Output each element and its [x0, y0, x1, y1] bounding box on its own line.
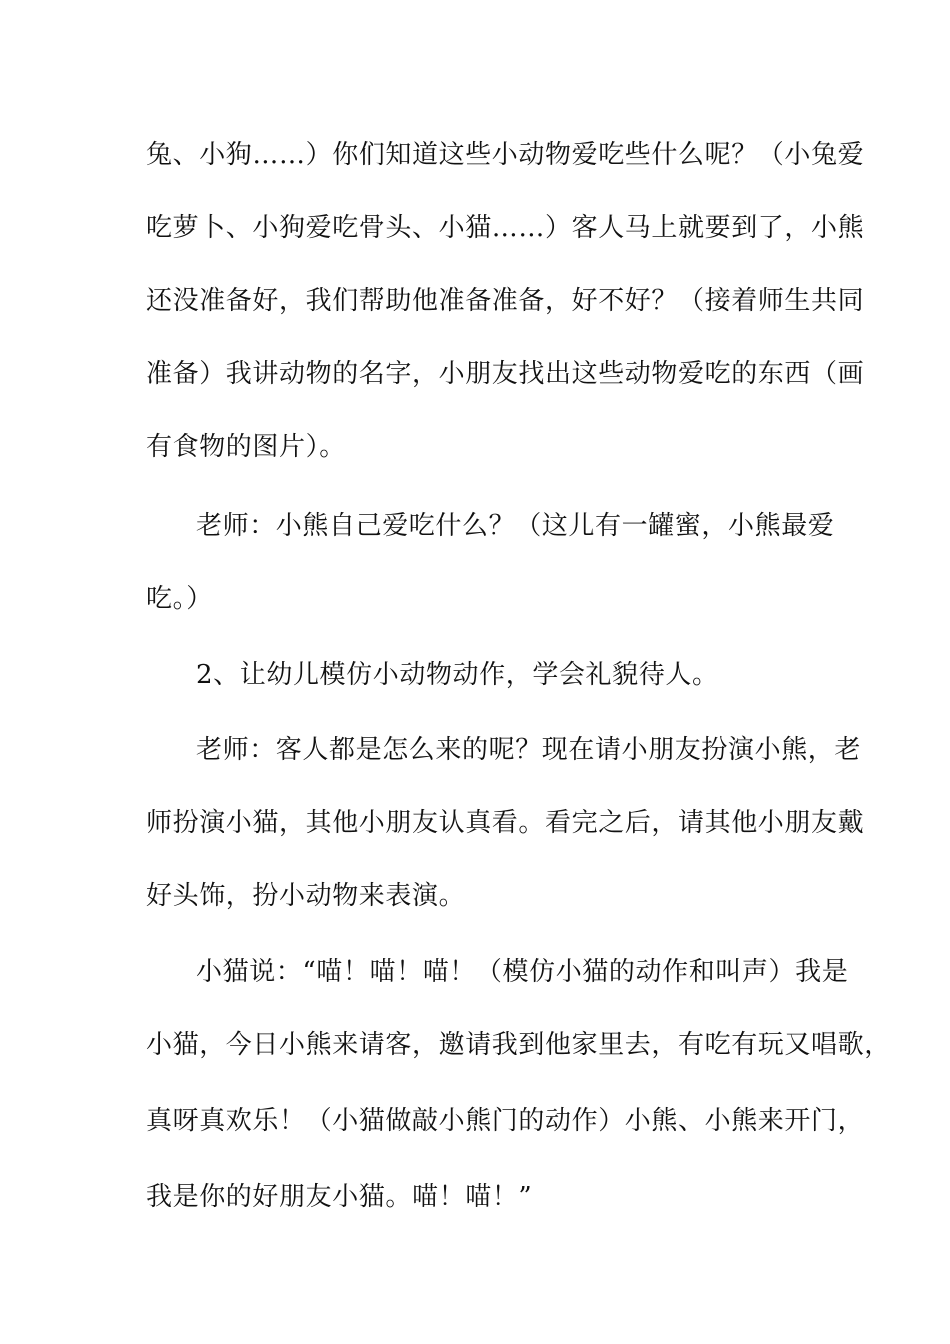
text-line: 吃。）: [146, 584, 213, 614]
text-line: 小猫，今日小熊来请客，邀请我到他家里去，有吃有玩又唱歌，: [146, 1030, 891, 1060]
text-line: 师扮演小猫，其他小朋友认真看。看完之后，请其他小朋友戴: [146, 808, 865, 838]
text-line: 我是你的好朋友小猫。喵！喵！”: [146, 1182, 533, 1212]
text-line: 老师：客人都是怎么来的呢？现在请小朋友扮演小熊，老: [196, 735, 862, 765]
text-line: 吃萝卜、小狗爱吃骨头、小猫……）客人马上就要到了，小熊: [146, 213, 865, 243]
text-line: 2、让幼儿模仿小动物动作，学会礼貌待人。: [196, 660, 719, 690]
text-line: 还没准备好，我们帮助他准备准备，好不好？（接着师生共同: [146, 286, 865, 316]
text-line: 小猫说：“喵！喵！喵！（模仿小猫的动作和叫声）我是: [196, 957, 849, 987]
text-line: 真呀真欢乐！（小猫做敲小熊门的动作）小熊、小熊来开门，: [146, 1106, 865, 1136]
text-line: 准备）我讲动物的名字，小朋友找出这些动物爱吃的东西（画: [146, 359, 865, 389]
text-line: 有食物的图片）。: [146, 432, 346, 462]
text-line: 老师：小熊自己爱吃什么？（这儿有一罐蜜，小熊最爱: [196, 511, 835, 541]
text-line: 兔、小狗……）你们知道这些小动物爱吃些什么呢？（小兔爱: [146, 140, 865, 170]
text-line: 好头饰，扮小动物来表演。: [146, 881, 466, 911]
